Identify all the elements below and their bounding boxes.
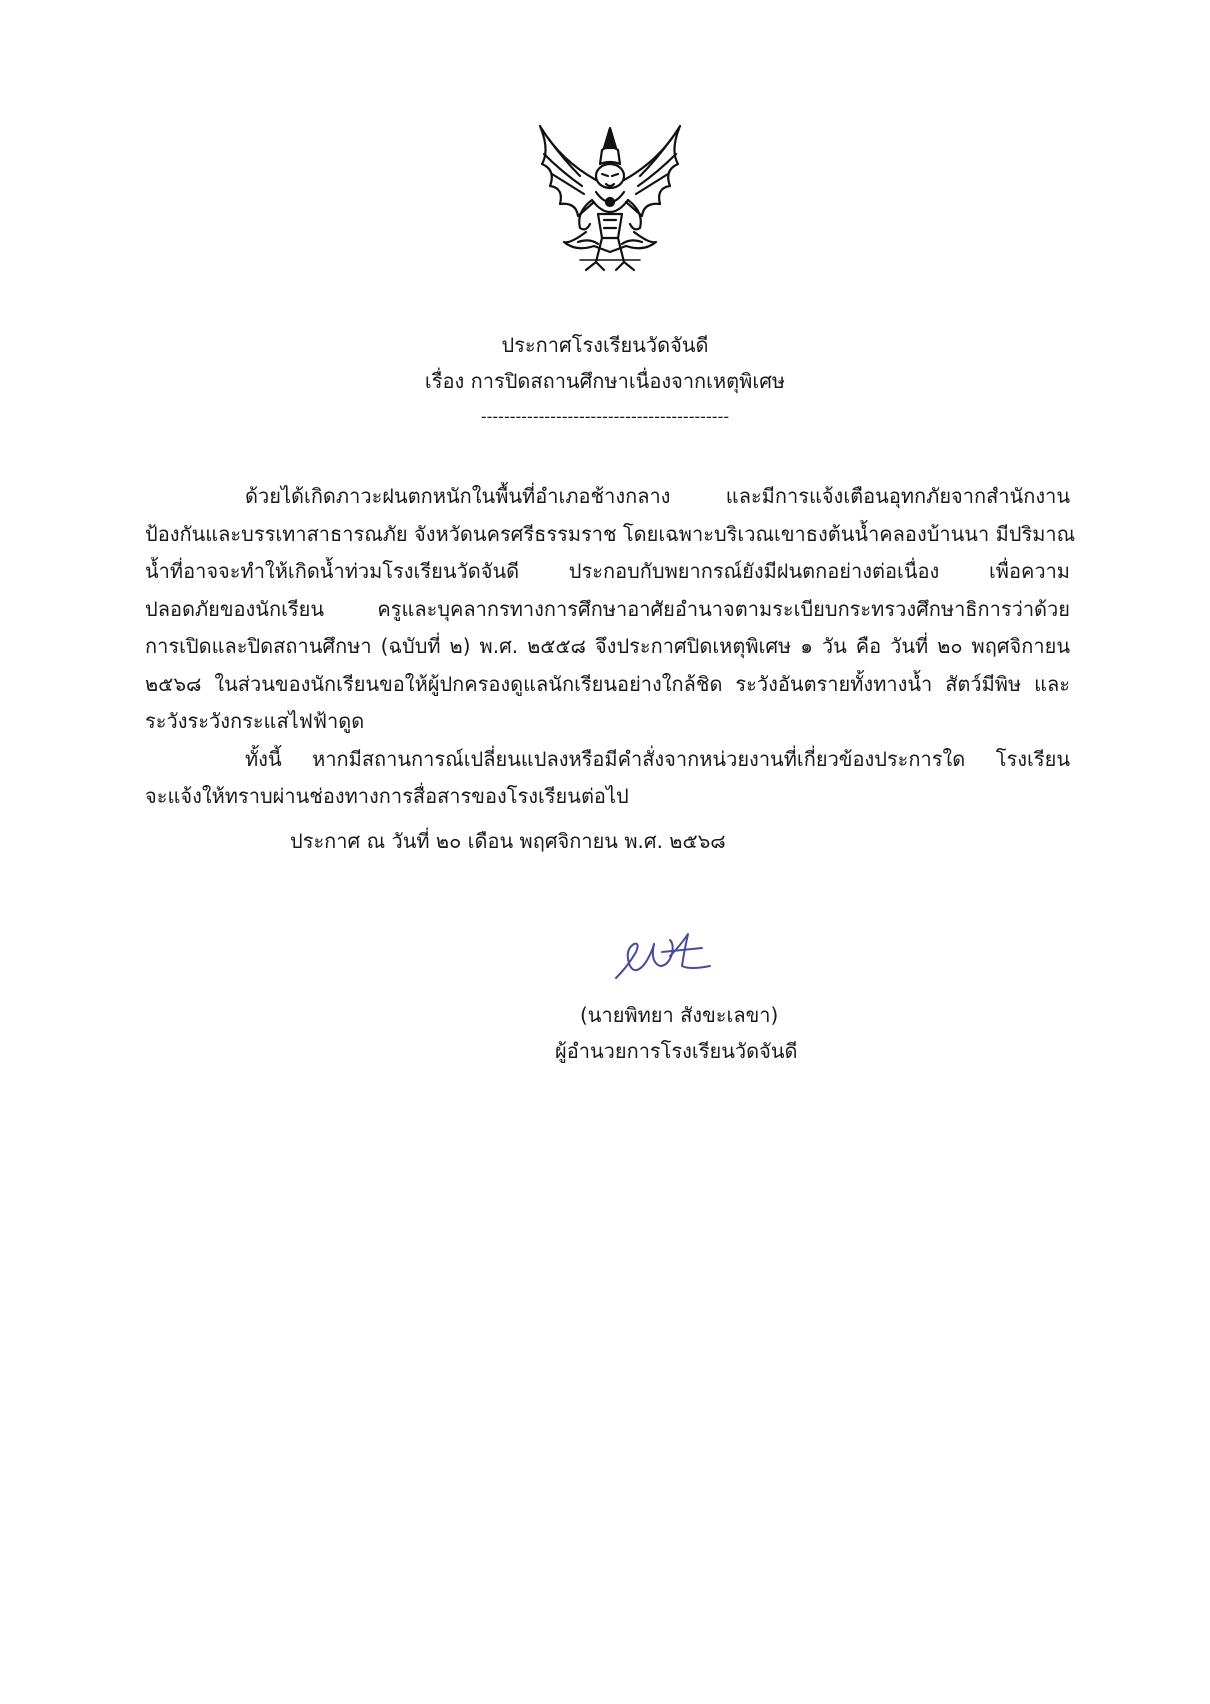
paragraph-1-line-6: ๒๕๖๘ ในส่วนของนักเรียนขอให้ผู้ปกครองดูแลนักเรียนอย่างใกล้ชิด ระวังอันตรายทั้งทางน้ำ สัตว์มีพิษ และ bbox=[145, 671, 1070, 696]
garuda-emblem-icon bbox=[520, 120, 700, 280]
signer-name: (นายพิทยา สังขะเลขา) bbox=[580, 1003, 779, 1027]
paragraph-2-line-2: จะแจ้งให้ทราบผ่านช่องทางการสื่อสารของโรงเรียนต่อไป bbox=[145, 784, 629, 808]
paragraph-1-line-1: ด้วยได้เกิดภาวะฝนตกหนักในพื้นที่อำเภอช้างกลาง และมีการแจ้งเตือนอุทกภัยจากสำนักงาน bbox=[245, 484, 1070, 508]
announcement-body bbox=[145, 478, 1076, 816]
announcement-date: ประกาศ ณ วันที่ ๒๐ เดือน พฤศจิกายน พ.ศ. ๒๕๖๘ bbox=[290, 829, 726, 853]
paragraph-1-line-4: ปลอดภัยของนักเรียน ครูและบุคลากรทางการศึกษาอาศัยอำนาจตามระเบียบกระทรวงศึกษาธิการว่าด้วย bbox=[145, 596, 1070, 621]
paragraph-1-line-5: การเปิดและปิดสถานศึกษา (ฉบับที่ ๒) พ.ศ. ๒๕๕๘ จึงประกาศปิดเหตุพิเศษ ๑ วัน คือ วันที่ ๒๐ พฤศจิกายน bbox=[145, 634, 1070, 658]
title-divider: ------------------------------------------- bbox=[480, 407, 730, 426]
paragraph-2-line-1: ทั้งนี้ หากมีสถานการณ์เปลี่ยนแปลงหรือมีคำสั่งจากหน่วยงานที่เกี่ยวข้องประการใด โรงเรียน bbox=[245, 746, 1070, 771]
paragraph-1-line-3: น้ำที่อาจจะทำให้เกิดน้ำท่วมโรงเรียนวัดจันดี ประกอบกับพยากรณ์ยังมีฝนตกอย่างต่อเนื่อง เพื่อความ bbox=[145, 559, 1070, 583]
handwritten-signature-icon bbox=[610, 926, 720, 986]
document-title: ประกาศโรงเรียนวัดจันดี bbox=[501, 333, 709, 357]
document-subject: เรื่อง การปิดสถานศึกษาเนื่องจากเหตุพิเศษ bbox=[424, 369, 786, 393]
paragraph-1-line-7: ระวังระวังกระแสไฟฟ้าดูด bbox=[145, 709, 365, 733]
signer-position: ผู้อำนวยการโรงเรียนวัดจันดี bbox=[555, 1039, 798, 1063]
paragraph-1-line-2: ป้องกันและบรรเทาสาธารณภัย จังหวัดนครศรีธรรมราช โดยเฉพาะบริเวณเขาธงต้นน้ำคลองบ้านนา มีปริมาณ bbox=[145, 521, 1076, 546]
